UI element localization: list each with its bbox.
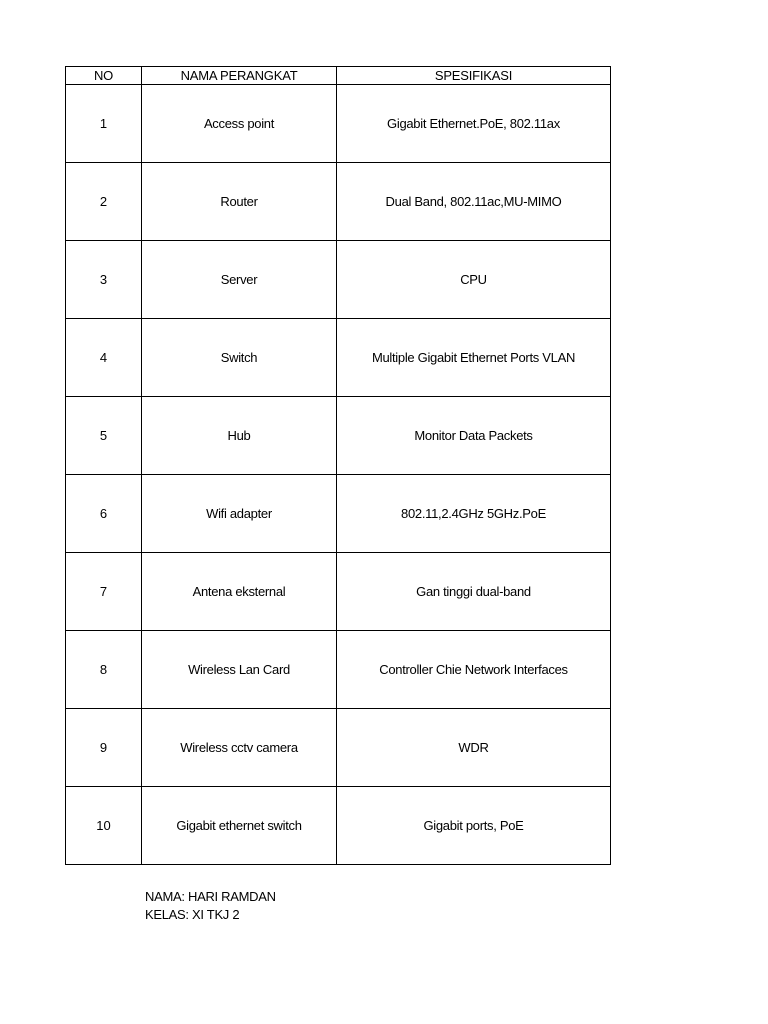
table-row (66, 241, 611, 319)
row-number: 7 (66, 553, 142, 631)
device-name: Gigabit ethernet switch (142, 787, 337, 865)
header-spec: SPESIFIKASI (337, 67, 611, 85)
device-name: Hub (142, 397, 337, 475)
row-number: 6 (66, 475, 142, 553)
device-spec: Monitor Data Packets (337, 397, 611, 475)
device-spec: Controller Chie Network Interfaces (337, 631, 611, 709)
device-name: Antena eksternal (142, 553, 337, 631)
header-name: NAMA PERANGKAT (142, 67, 337, 85)
row-number: 2 (66, 163, 142, 241)
table-row (66, 631, 611, 709)
table-row (66, 787, 611, 865)
device-name: Switch (142, 319, 337, 397)
device-name: Server (142, 241, 337, 319)
device-spec: CPU (337, 241, 611, 319)
student-name: NAMA: HARI RAMDAN (145, 889, 276, 904)
device-spec: WDR (337, 709, 611, 787)
student-class: KELAS: XI TKJ 2 (145, 907, 240, 922)
table-row (66, 553, 611, 631)
row-number: 1 (66, 85, 142, 163)
table-row (66, 397, 611, 475)
student-identity (145, 888, 276, 924)
row-number: 5 (66, 397, 142, 475)
device-spec: Multiple Gigabit Ethernet Ports VLAN (337, 319, 611, 397)
device-spec: Gigabit Ethernet.PoE, 802.11ax (337, 85, 611, 163)
device-name: Wifi adapter (142, 475, 337, 553)
header-no: NO (66, 67, 142, 85)
table-row (66, 709, 611, 787)
device-name: Wireless Lan Card (142, 631, 337, 709)
row-number: 8 (66, 631, 142, 709)
device-spec: Gan tinggi dual-band (337, 553, 611, 631)
device-table (65, 66, 611, 865)
table-header-row (66, 67, 611, 85)
device-spec: Gigabit ports, PoE (337, 787, 611, 865)
row-number: 4 (66, 319, 142, 397)
device-name: Wireless cctv camera (142, 709, 337, 787)
device-name: Router (142, 163, 337, 241)
device-spec: 802.11,2.4GHz 5GHz.PoE (337, 475, 611, 553)
row-number: 9 (66, 709, 142, 787)
device-name: Access point (142, 85, 337, 163)
device-spec: Dual Band, 802.11ac,MU-MIMO (337, 163, 611, 241)
table-row (66, 475, 611, 553)
table-row (66, 319, 611, 397)
table-row (66, 163, 611, 241)
table-row (66, 85, 611, 163)
row-number: 3 (66, 241, 142, 319)
row-number: 10 (66, 787, 142, 865)
